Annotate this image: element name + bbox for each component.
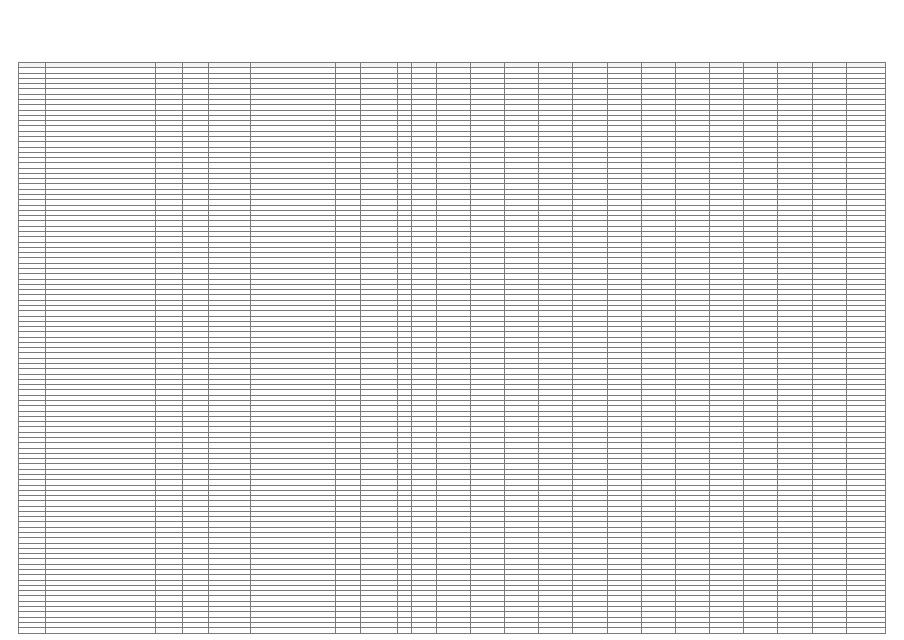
table-cell [470,628,504,634]
table-cell [19,628,46,634]
table-cell [607,628,641,634]
budget-program-table [18,62,886,634]
table-cell [675,628,709,634]
page-number [0,24,904,30]
table-cell [778,628,812,634]
table-cell [360,628,397,634]
table-cell [251,628,336,634]
table-cell [812,628,846,634]
table-cell [641,628,675,634]
table-cell [182,628,209,634]
table-cell [45,628,155,634]
table-cell [412,628,436,634]
table-cell [744,628,778,634]
table-cell [573,628,607,634]
table-cell [336,628,360,634]
table-cell [710,628,744,634]
table-cell [209,628,251,634]
table-cell [504,628,538,634]
table-cell [539,628,573,634]
table-row [19,628,886,634]
table-cell [397,628,412,634]
table-cell [155,628,182,634]
table-cell [846,628,885,634]
table-cell [436,628,470,634]
